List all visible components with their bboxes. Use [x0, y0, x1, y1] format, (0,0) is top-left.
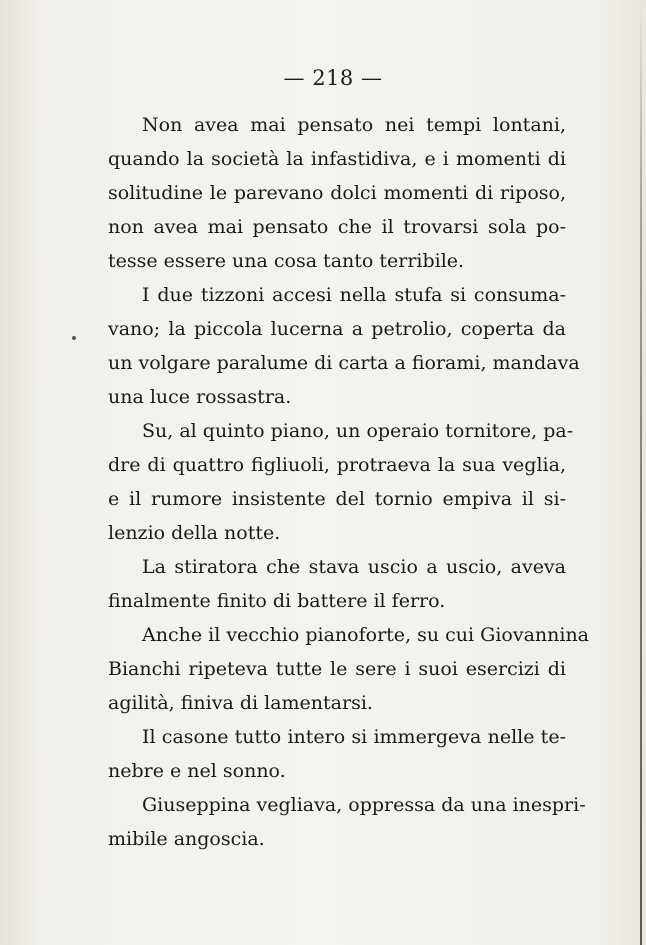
text-line: e il rumore insistente del tornio empiva il si-	[108, 488, 566, 510]
text-line: non avea mai pensato che il trovarsi sola po-	[108, 216, 566, 238]
text-line: Giuseppina vegliava, oppressa da una inespri-	[142, 794, 586, 816]
text-line: un volgare paralume di carta a fiorami, mandava	[108, 352, 580, 374]
paragraph	[108, 720, 566, 788]
text-line: Anche il vecchio pianoforte, su cui Giovannina	[142, 624, 590, 646]
paragraph	[108, 618, 590, 720]
text-line: nebre e nel sonno.	[108, 760, 286, 782]
text-line: dre di quattro figliuoli, protraeva la sua veglia,	[108, 454, 566, 476]
page-number: — 218 —	[283, 66, 383, 90]
text-line: quando la società la infastidiva, e i momenti di	[108, 148, 566, 170]
text-line: solitudine le parevano dolci momenti di riposo,	[108, 182, 566, 204]
text-line: La stiratora che stava uscio a uscio, aveva	[142, 556, 566, 578]
text-line: Bianchi ripeteva tutte le sere i suoi esercizi di	[108, 658, 566, 680]
text-line: lenzio della notte.	[108, 522, 281, 544]
paragraph	[108, 108, 566, 278]
text-line: Su, al quinto piano, un operaio tornitore, pa-	[142, 420, 574, 442]
paragraph	[108, 278, 580, 414]
text-line: tesse essere una cosa tanto terribile.	[108, 250, 465, 272]
text-line: I due tizzoni accesi nella stufa si consuma-	[142, 284, 566, 306]
ink-speck	[72, 336, 76, 340]
text-line: una luce rossastra.	[108, 386, 292, 408]
paragraph	[108, 550, 566, 618]
page-edge-shadow	[640, 0, 642, 945]
text-line: agilità, finiva di lamentarsi.	[108, 692, 373, 714]
text-line: finalmente finito di battere il ferro.	[108, 590, 446, 612]
text-line: mibile angoscia.	[108, 828, 265, 850]
text-line: Il casone tutto intero si immergeva nelle te-	[142, 726, 566, 748]
paragraph	[108, 788, 586, 856]
body-text	[108, 108, 590, 856]
text-line: Non avea mai pensato nei tempi lontani,	[142, 114, 566, 136]
paragraph	[108, 414, 574, 550]
text-line: vano; la piccola lucerna a petrolio, coperta da	[108, 318, 566, 340]
